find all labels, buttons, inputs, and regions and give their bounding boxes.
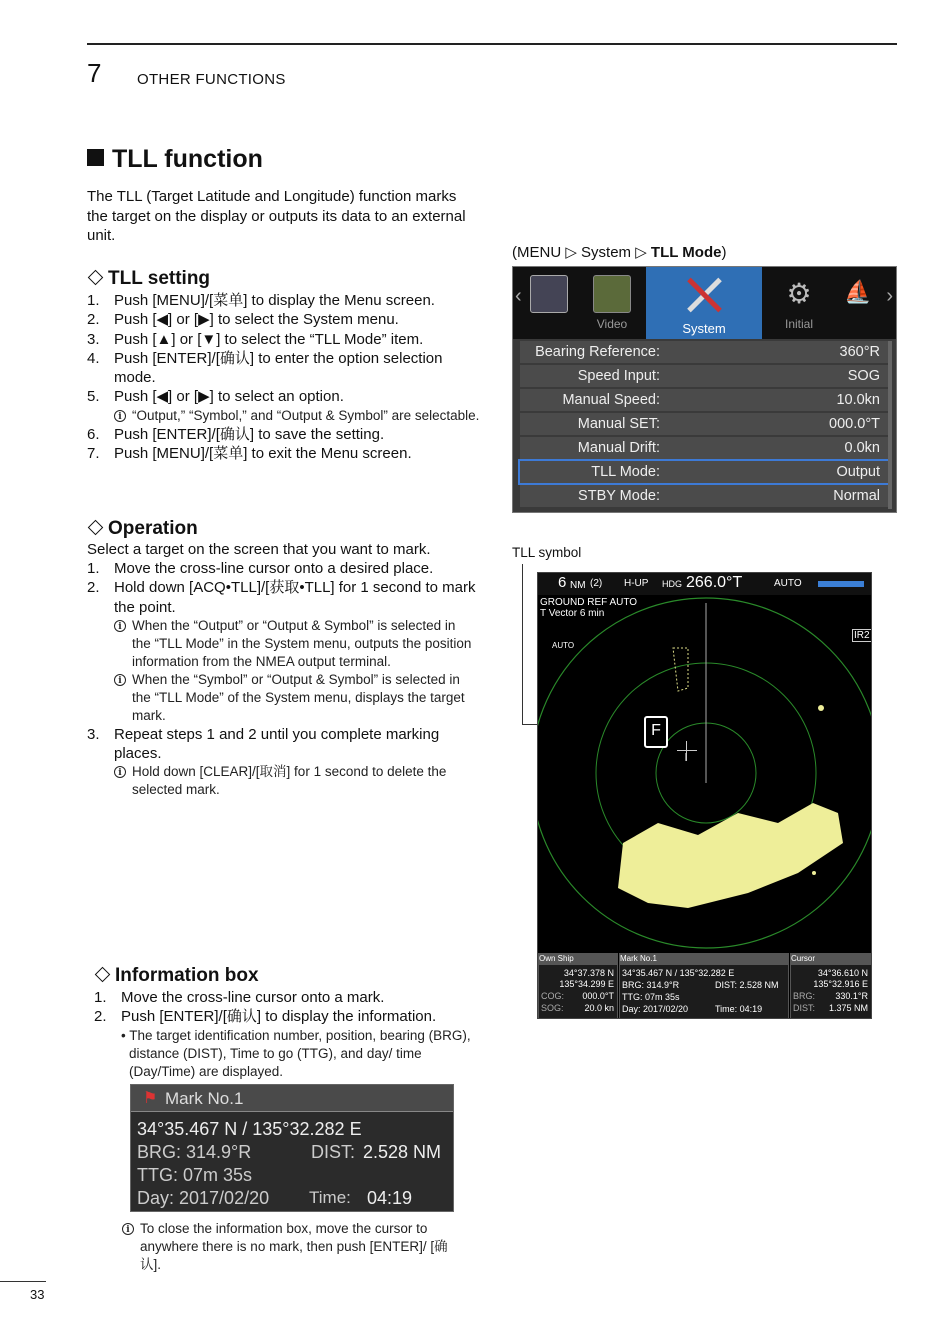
menu-scrollbar[interactable] xyxy=(888,341,892,509)
mark-panel: Mark No.1 34°35.467 N / 135°32.282 E BRG: 314.9°R DIST: 2.528 NM TTG: 07m 35s Day: 2017/02/20 Time: 04:19 xyxy=(619,953,789,1019)
info-note: i When the “Output” or “Output & Symbol” is selected in the “TLL Mode” in the System menu, outputs the position information from the NMEA output terminal. xyxy=(114,617,477,671)
menu-tab-bar xyxy=(513,267,896,339)
chapter-number: 7 xyxy=(87,58,102,88)
intro-text: The TLL (Target Latitude and Longitude) function marks the target on the display or outputs its data to an external unit. xyxy=(87,188,466,244)
menu-caption: (MENU ▷ System ▷ TLL Mode) xyxy=(512,244,727,261)
info-box-dist-label: DIST: xyxy=(311,1142,356,1162)
step-item: 4. Push [ENTER]/[确认] to enter the option selection mode. xyxy=(87,349,443,387)
info-icon: i xyxy=(114,674,126,686)
tools-icon xyxy=(684,273,724,317)
close-note: i To close the information box, move the cursor to anywhere there is no mark, then push [ENTER]/ [确认]. xyxy=(122,1220,457,1274)
menu-row-manual-set[interactable]: Manual SET: 000.0°T xyxy=(520,413,890,435)
range-value: 6 xyxy=(558,574,567,591)
menu-row-manual-drift[interactable]: Manual Drift: 0.0kn xyxy=(520,437,890,459)
gain-bar xyxy=(818,581,864,587)
flag-icon: ⚑ xyxy=(143,1090,158,1107)
range-index: (2) xyxy=(590,578,603,589)
range-unit: NM xyxy=(570,580,586,591)
crosshair-cursor-icon xyxy=(677,741,697,761)
system-menu-screen xyxy=(512,266,897,513)
chevron-right-icon[interactable]: › xyxy=(886,285,893,307)
info-box-ttg: TTG: 07m 35s xyxy=(137,1165,253,1185)
operation-steps xyxy=(87,559,477,799)
tab-display[interactable] xyxy=(527,267,571,339)
information-box-image xyxy=(130,1084,454,1212)
cursor-panel: Cursor 34°36.610 N 135°32.916 E BRG: 330.1°R DIST: 1.375 NM xyxy=(790,953,872,1019)
menu-rows xyxy=(520,341,890,509)
info-box-dist: 2.528 NM xyxy=(363,1142,442,1162)
step-item: 2. Hold down [ACQ•TLL]/[获取•TLL] for 1 second to mark the point. i When the “Output” or “Output & Symbol” is selected in the “TLL Mode” in the System menu, outputs the position information from the NMEA output terminal. i When the “Symbol” or “Output & Symbol” is selected in the “TLL Mode” of the System menu, displays the target mark. xyxy=(87,579,476,723)
display-icon xyxy=(530,275,568,313)
auto-icon-label: AUTO xyxy=(552,641,575,650)
menu-row-tll-mode[interactable]: TLL Mode: Output xyxy=(520,461,890,483)
step-item: 1. Move the cross-line cursor onto a desired place. xyxy=(87,560,434,577)
menu-row-stby-mode[interactable]: STBY Mode: Normal xyxy=(520,485,890,507)
footer-rule xyxy=(0,1281,46,1282)
info-icon: i xyxy=(114,620,126,632)
info-note: i “Output,” “Symbol,” and “Output & Symbol” are selectable. xyxy=(114,407,482,425)
vector-label: T Vector 6 min xyxy=(540,608,605,619)
square-bullet-icon xyxy=(87,149,104,166)
operation-heading: Operation xyxy=(87,518,198,540)
hdg-value: 266.0°T xyxy=(686,574,743,591)
info-box-header xyxy=(131,1085,453,1112)
info-icon: i xyxy=(114,410,126,422)
menu-row-manual-speed[interactable]: Manual Speed: 10.0kn xyxy=(520,389,890,411)
step-item: 3. Push [▲] or [▼] to select the “TLL Mode” item. xyxy=(87,330,424,348)
menu-row-bearing-reference[interactable]: Bearing Reference: 360°R xyxy=(520,341,890,363)
step-item: 1. Push [MENU]/[菜单] to display the Menu screen. xyxy=(87,292,435,309)
step-item: 5. Push [◀] or [▶] to select an option. i “Output,” “Symbol,” and “Output & Symbol” are selectable. xyxy=(87,387,482,424)
chevron-left-icon[interactable]: ‹ xyxy=(515,285,522,307)
tab-video[interactable]: Video xyxy=(581,267,643,339)
diamond-icon xyxy=(88,520,104,536)
info-icon: i xyxy=(122,1223,134,1235)
tll-setting-steps xyxy=(87,291,482,463)
info-icon: i xyxy=(114,766,126,778)
chapter-title: OTHER FUNCTIONS xyxy=(137,71,286,88)
section-title: TLL function xyxy=(87,145,263,174)
auto-label: AUTO xyxy=(774,578,802,589)
orientation-mode: H-UP xyxy=(624,578,649,589)
step-item: 7. Push [MENU]/[菜单] to exit the Menu screen. xyxy=(87,445,412,463)
hdg-label: HDG xyxy=(662,579,682,589)
step-item: 2. Push [◀] or [▶] to select the System menu. xyxy=(87,311,399,329)
info-box-day: Day: 2017/02/20 xyxy=(137,1188,270,1208)
info-box-brg: BRG: 314.9°R xyxy=(137,1142,252,1162)
tab-system[interactable]: System xyxy=(646,267,762,339)
ground-ref: GROUND REF AUTO xyxy=(540,597,638,608)
step-item: 6. Push [ENTER]/[确认] to save the setting. xyxy=(87,425,385,443)
radar-top-bar xyxy=(538,573,871,595)
leader-line-vertical xyxy=(522,564,523,724)
bullet-note: • The target identification number, position, bearing (BRG), distance (DIST), Time to go (TTG), and day/ time (Day/Time) are displayed. xyxy=(121,1027,471,1079)
tll-symbol-icon[interactable]: F xyxy=(644,716,668,748)
own-ship-panel: Own Ship 34°37.378 N 135°34.299 E COG: 000.0°T SOG: 20.0 kn xyxy=(538,953,618,1019)
info-box-time-label: Time: xyxy=(309,1188,351,1207)
video-icon xyxy=(593,275,631,313)
gears-icon: ⚙ xyxy=(786,278,812,309)
header-rule xyxy=(87,43,897,45)
info-box-position: 34°35.467 N / 135°32.282 E xyxy=(137,1119,362,1139)
info-note: i Hold down [CLEAR]/[取消] for 1 second to delete the selected mark. xyxy=(114,763,477,799)
step-item: 3. Repeat steps 1 and 2 until you complete marking places. i Hold down [CLEAR]/[取消] for 1 second to delete the selected mark. xyxy=(87,725,477,800)
information-box-steps xyxy=(94,988,479,1081)
operation-lead: Select a target on the screen that you want to mark. xyxy=(87,541,431,558)
info-box-time: 04:19 xyxy=(367,1188,413,1208)
step-item: 2. Push [ENTER]/[确认] to display the information. • The target identification number, position, bearing (BRG), distance (DIST), Time to go (TTG), and day/ time (Day/Time) are displayed. xyxy=(94,1007,479,1080)
page-number: 33 xyxy=(30,1287,45,1302)
diamond-icon xyxy=(95,967,111,983)
diamond-icon xyxy=(88,270,104,286)
info-note: i When the “Symbol” or “Output & Symbol” is selected in the “TLL Mode” of the System menu, displays the target mark. xyxy=(114,671,477,725)
boat-icon: ⛵ xyxy=(844,279,872,304)
info-box-title: Mark No.1 xyxy=(165,1089,244,1108)
tab-initial[interactable]: ⚙ Initial xyxy=(769,267,829,339)
step-item: 1. Move the cross-line cursor onto a mark. xyxy=(94,989,385,1006)
information-box-heading: Information box xyxy=(94,965,259,987)
ir-badge: IR2 xyxy=(854,630,870,641)
tll-symbol-caption: TLL symbol xyxy=(512,545,582,560)
menu-row-speed-input[interactable]: Speed Input: SOG xyxy=(520,365,890,387)
radar-screen xyxy=(537,572,872,1019)
tab-boat[interactable] xyxy=(835,267,881,339)
tll-setting-heading: TLL setting xyxy=(87,268,210,290)
